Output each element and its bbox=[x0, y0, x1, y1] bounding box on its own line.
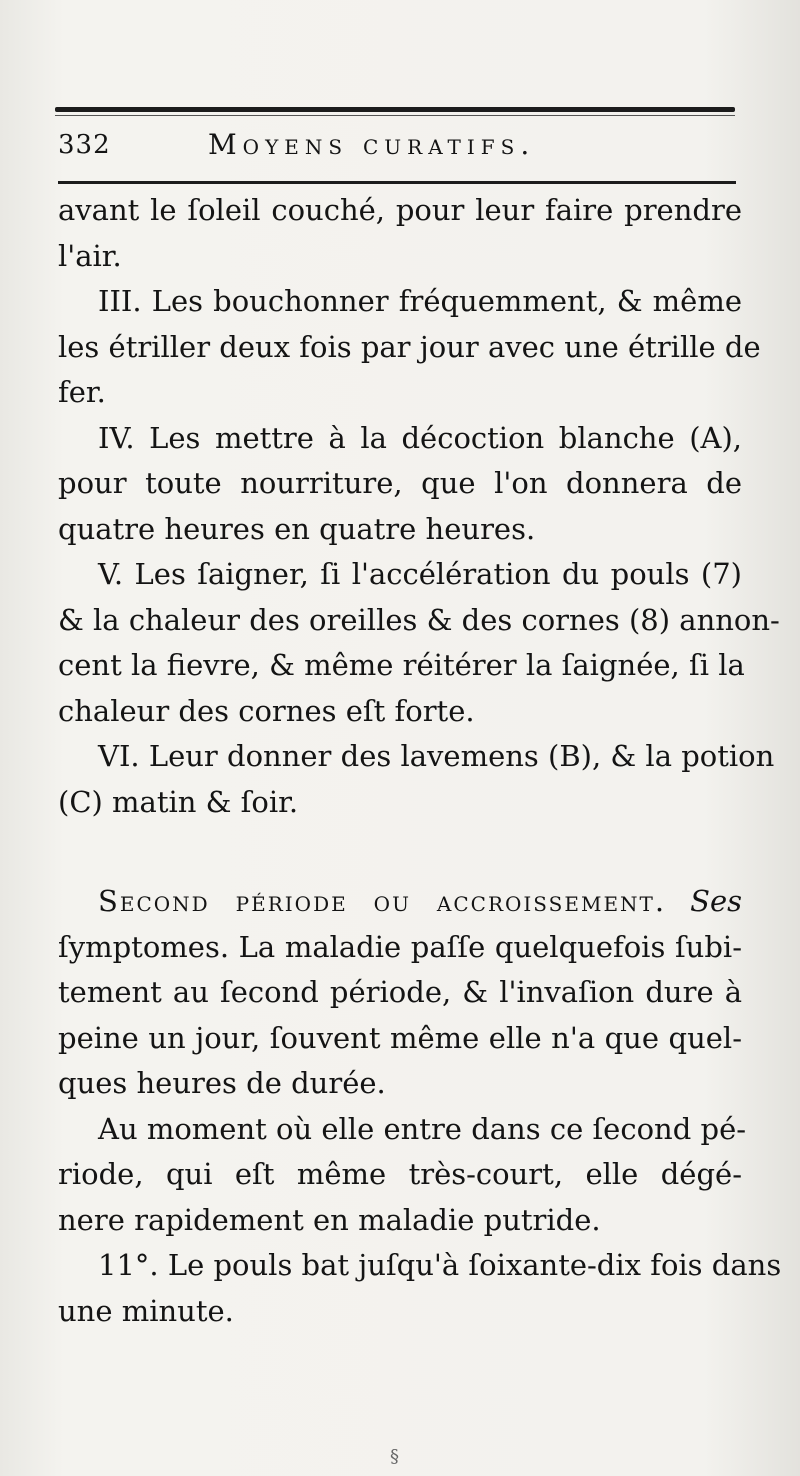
text-line: ques heures de durée. bbox=[58, 1066, 386, 1100]
paragraph-line: V. Les ſaigner, ſi l'accélération du pouls (7) bbox=[98, 557, 742, 591]
paragraph-line: VI. Leur donner des lavemens (B), & la potion bbox=[98, 739, 775, 773]
paragraph-line: III. Les bouchonner fréquemment, & même bbox=[98, 284, 742, 318]
header-rule-top bbox=[55, 107, 735, 112]
paragraph-line: IV. Les mettre à la décoction blanche (A), bbox=[98, 420, 742, 455]
text-line: peine un jour, ſouvent même elle n'a que quel- bbox=[58, 1020, 742, 1055]
text-line: les étriller deux fois par jour avec une étrille de bbox=[58, 329, 761, 364]
text-line: chaleur des cornes eſt forte. bbox=[58, 693, 475, 728]
running-header bbox=[58, 124, 738, 172]
section-gap bbox=[58, 825, 742, 879]
text-line: (C) matin & ſoir. bbox=[58, 784, 299, 819]
body-text bbox=[58, 188, 782, 1334]
header-rule-bottom bbox=[58, 181, 736, 184]
page-number: 332 bbox=[58, 130, 111, 160]
text-line: nere rapidement en maladie putride. bbox=[58, 1202, 601, 1237]
page-ornament: § bbox=[390, 1446, 399, 1467]
paragraph-line: 11°. Le pouls bat juſqu'à ſoixante-dix fois dans bbox=[98, 1248, 782, 1282]
section-heading: Second période ou accroissement. bbox=[98, 884, 667, 918]
text-line: riode, qui eſt même très-court, elle dégé- bbox=[58, 1157, 742, 1191]
text-line: l'air. bbox=[58, 238, 122, 273]
section-heading-line bbox=[58, 879, 742, 925]
text-line: une minute. bbox=[58, 1293, 234, 1328]
text-line: quatre heures en quatre heures. bbox=[58, 511, 536, 546]
text-line: tement au ſecond période, & l'invaſion dure à bbox=[58, 975, 742, 1009]
text-line: avant le ſoleil couché, pour leur faire prendre bbox=[58, 193, 742, 227]
text-line: & la chaleur des oreilles & des cornes (8) annon- bbox=[58, 602, 780, 637]
section-heading-italic: Ses bbox=[690, 884, 742, 918]
running-title: Moyens curatifs. bbox=[208, 128, 536, 161]
text-line: fer. bbox=[58, 375, 106, 409]
text-line: ſymptomes. La maladie paſſe quelquefois ſubi- bbox=[58, 929, 742, 964]
text-line: cent la fievre, & même réitérer la ſaignée, ſi la bbox=[58, 648, 745, 682]
paragraph-line: Au moment où elle entre dans ce ſecond pé- bbox=[98, 1111, 747, 1146]
text-line: pour toute nourriture, que l'on donnera de bbox=[58, 466, 742, 500]
